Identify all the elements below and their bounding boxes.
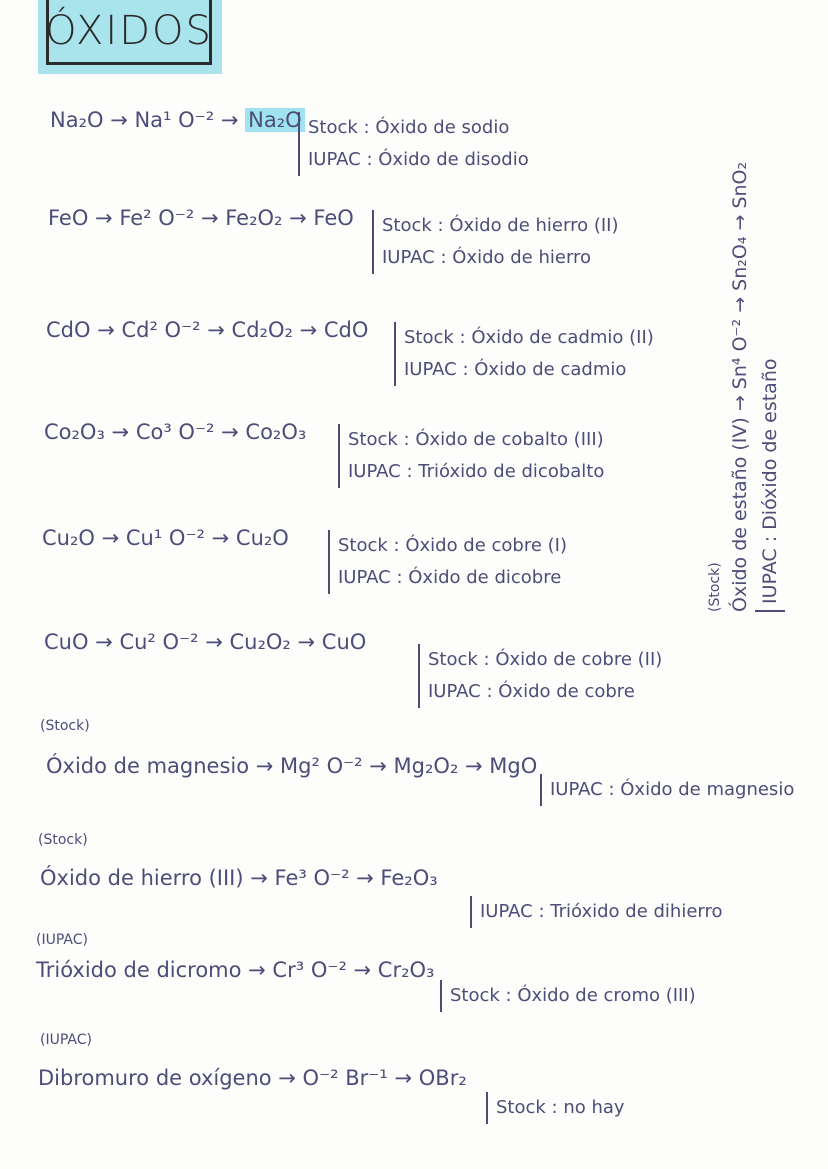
formula-row (50, 108, 305, 132)
formula-row (44, 420, 306, 444)
formula-chain: Óxido de hierro (III) → Fe³ O⁻² → Fe₂O₃ (40, 866, 438, 890)
formula-chain: Dibromuro de oxígeno → O⁻² Br⁻¹ → OBr₂ (38, 1066, 467, 1090)
formula-chain: CuO → Cu² O⁻² → Cu₂O₂ → CuO (44, 630, 367, 654)
formula-chain: Na₂O → Na¹ O⁻² → (50, 108, 239, 132)
formula-row (46, 754, 537, 778)
side-iupac: IUPAC : Dióxido de estaño (755, 162, 785, 612)
stock-name: Stock : Óxido de hierro (II) (382, 215, 619, 236)
nomenclature (328, 530, 567, 594)
iupac-name: IUPAC : Óxido de dicobre (338, 567, 562, 588)
formula-chain: Óxido de magnesio → Mg² O⁻² → Mg₂O₂ → MgO (46, 754, 538, 778)
formula-row (46, 318, 368, 342)
nomenclature (394, 322, 654, 386)
stock-name: Stock : Óxido de cadmio (II) (404, 327, 654, 348)
iupac-name: IUPAC : Óxido de disodio (308, 149, 529, 170)
stock-name: Stock : Óxido de cobre (I) (338, 535, 568, 556)
alt-name: Stock : Óxido de cromo (III) (440, 980, 696, 1012)
formula-chain: Co₂O₃ → Co³ O⁻² → Co₂O₃ (44, 420, 307, 444)
formula-row (36, 958, 434, 982)
iupac-name: IUPAC : Óxido de hierro (382, 247, 592, 268)
formula-chain: CdO → Cd² O⁻² → Cd₂O₂ → CdO (46, 318, 369, 342)
page-title: ÓXIDOS (46, 0, 212, 65)
nomenclature-tag: (Stock) (38, 832, 88, 848)
nomenclature (372, 210, 619, 274)
stock-name: Stock : Óxido de cobre (II) (428, 649, 663, 670)
formula-row (40, 866, 438, 890)
iupac-name: IUPAC : Trióxido de dicobalto (348, 461, 605, 482)
iupac-name: IUPAC : Óxido de cobre (428, 681, 635, 702)
iupac-name: IUPAC : Óxido de cadmio (404, 359, 627, 380)
formula-row (44, 630, 366, 654)
stock-name: Stock : Óxido de cobalto (III) (348, 429, 604, 450)
side-formula: Óxido de estaño (IV) → Sn⁴ O⁻² → Sn₂O₄ → SnO₂ (729, 161, 751, 612)
nomenclature (418, 644, 662, 708)
formula-row (42, 526, 289, 550)
formula-chain: Cu₂O → Cu¹ O⁻² → Cu₂O (42, 526, 289, 550)
side-stock-tag: (Stock) (707, 562, 723, 612)
alt-name: IUPAC : Óxido de magnesio (540, 774, 794, 806)
nomenclature-tag: (IUPAC) (36, 932, 88, 948)
nomenclature (298, 112, 529, 176)
stock-name: Stock : Óxido de sodio (308, 117, 510, 138)
formula-chain: Trióxido de dicromo → Cr³ O⁻² → Cr₂O₃ (36, 958, 435, 982)
highlighted-formula: Na₂O (245, 108, 305, 132)
formula-row (48, 206, 354, 230)
alt-name: IUPAC : Trióxido de dihierro (470, 896, 723, 928)
alt-name: Stock : no hay (486, 1092, 625, 1124)
nomenclature-tag: (Stock) (40, 718, 90, 734)
formula-row (38, 1066, 467, 1090)
nomenclature (338, 424, 604, 488)
side-note (705, 162, 785, 612)
title-highlight (38, 0, 222, 74)
formula-chain: FeO → Fe² O⁻² → Fe₂O₂ → FeO (48, 206, 354, 230)
nomenclature-tag: (IUPAC) (40, 1032, 92, 1048)
